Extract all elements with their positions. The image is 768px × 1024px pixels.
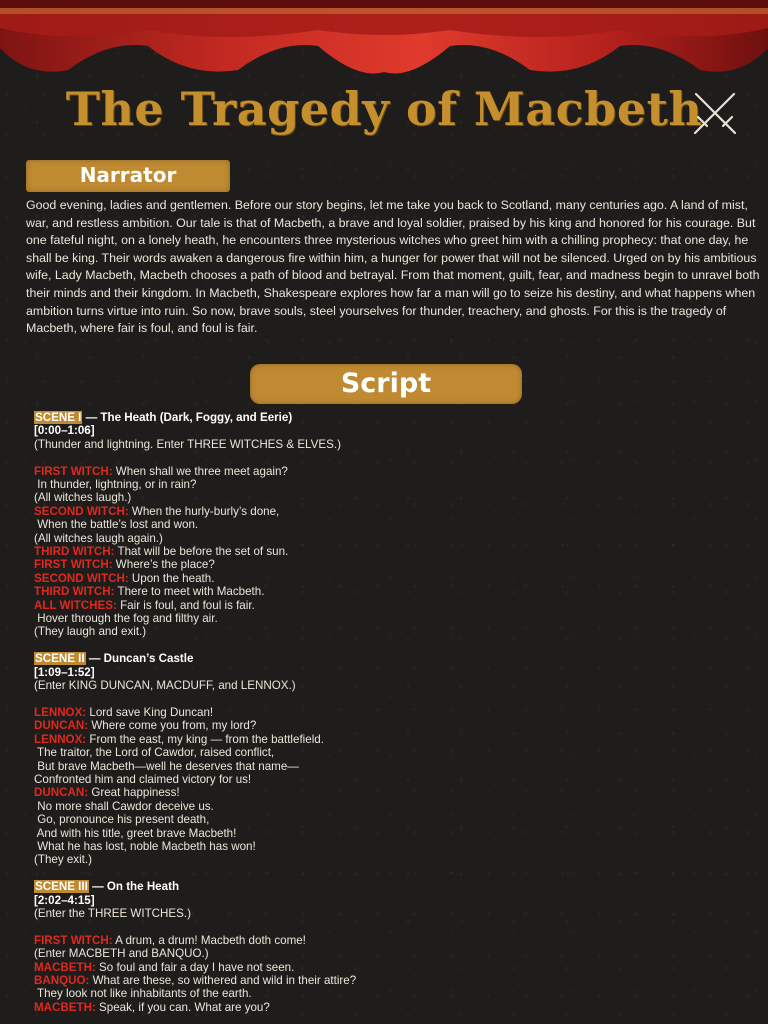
- page-title: The Tragedy of Macbeth: [65, 82, 703, 136]
- dialogue-line: [34, 800, 754, 813]
- dialogue-text: But brave Macbeth—well he deserves that name—: [34, 759, 299, 773]
- dialogue-line: [34, 478, 754, 491]
- spacer: [34, 639, 754, 652]
- dialogue-text: There to meet with Macbeth.: [114, 585, 265, 599]
- dialogue-text: Great happiness!: [88, 786, 180, 800]
- dialogue-text: Hover through the fog and filthy air.: [34, 612, 218, 626]
- dialogue-text: A drum, a drum! Macbeth doth come!: [112, 933, 306, 947]
- speaker-name: SECOND WITCH:: [34, 504, 129, 518]
- spacer: [34, 867, 754, 880]
- dialogue-text: Where’s the place?: [112, 558, 215, 572]
- dialogue-line: [34, 465, 754, 478]
- dialogue-line: [34, 947, 754, 960]
- spacer: [34, 451, 754, 464]
- speaker-name: THIRD WITCH:: [34, 545, 115, 559]
- dialogue-line: [34, 719, 754, 732]
- speaker-name: LENNOX:: [34, 705, 87, 719]
- dialogue-text: Upon the heath.: [128, 571, 215, 585]
- speaker-name: DUNCAN:: [34, 719, 89, 733]
- speaker-name: MACBETH:: [34, 1000, 96, 1014]
- scene-time: [0:00–1:06]: [34, 424, 95, 438]
- dialogue-line: [34, 532, 754, 545]
- spacer: [34, 920, 754, 933]
- dialogue-text: What are these, so withered and wild in their attire?: [89, 973, 357, 987]
- dialogue-line: [34, 625, 754, 638]
- dialogue-text: No more shall Cawdor deceive us.: [34, 799, 214, 813]
- dialogue-text: They look not like inhabitants of the earth.: [34, 987, 252, 1001]
- dialogue-line: [34, 572, 754, 585]
- dialogue-line: [34, 934, 754, 947]
- scene-title: — The Heath (Dark, Foggy, and Eerie): [82, 411, 293, 424]
- dialogue-text: The traitor, the Lord of Cawdor, raised conflict,: [34, 746, 275, 760]
- dialogue-line: [34, 585, 754, 598]
- stage-direction: (Enter the THREE WITCHES.): [34, 906, 191, 920]
- dialogue-line: [34, 987, 754, 1000]
- dialogue-text: (Enter MACBETH and BANQUO.): [34, 947, 209, 961]
- speaker-name: BANQUO:: [34, 973, 90, 987]
- speaker-name: FIRST WITCH:: [34, 464, 113, 478]
- stage-curtain: [0, 0, 768, 80]
- speaker-name: THIRD WITCH:: [34, 585, 115, 599]
- dialogue-text: (All witches laugh.): [34, 491, 132, 505]
- stage-direction: (Thunder and lightning. Enter THREE WITCHES & ELVES.): [34, 437, 341, 451]
- dialogue-text: So foul and fair a day I have not seen.: [95, 960, 295, 974]
- scene-heading: [34, 411, 754, 424]
- dialogue-line: [34, 760, 754, 773]
- crossed-swords-icon: [690, 90, 740, 136]
- dialogue-line: [34, 706, 754, 719]
- speaker-name: ALL WITCHES:: [34, 598, 117, 612]
- dialogue-text: That will be before the set of sun.: [114, 545, 289, 559]
- dialogue-line: [34, 1001, 754, 1014]
- speaker-name: DUNCAN:: [34, 786, 89, 800]
- dialogue-line: [34, 853, 754, 866]
- script-body: [34, 411, 754, 1014]
- dialogue-line: [34, 518, 754, 531]
- scene-heading: [34, 652, 754, 665]
- dialogue-line: [34, 599, 754, 612]
- dialogue-line: [34, 813, 754, 826]
- dialogue-text: (They laugh and exit.): [34, 625, 147, 639]
- scene-time: [2:02–4:15]: [34, 893, 95, 907]
- dialogue-text: (They exit.): [34, 853, 92, 867]
- dialogue-text: Go, pronounce his present death,: [34, 813, 210, 827]
- narration-text: Good evening, ladies and gentlemen. Before our story begins, let me take you back to Scotland, many centuries ago. A land of mist, war, and restless ambition. Our tale is that of Macbeth, a brave and loyal soldier, praised by his king and honored for his courage. But one fateful night, on a lonely heath, he encounters three mysterious witches who greet him with a chilling prophecy: that one day, he shall be king. Their words awaken a dangerous fire within him, a hunger for power that will not be silenced. Urged on by his ambitious wife, Lady Macbeth, Macbeth chooses a path of blood and betrayal. From that moment, guilt, fear, and madness begin to unravel both their minds and their kingdom. In Macbeth, Shakespeare explores how far a man will go to seize his destiny, and what happens when ambition turns virtue into ruin. So now, brave souls, steel yourselves for thunder, treachery, and ghosts. For this is the tragedy of Macbeth, where fair is foul, and foul is fair.: [26, 198, 760, 336]
- dialogue-line: [34, 612, 754, 625]
- dialogue-line: [34, 558, 754, 571]
- stage-direction: (Enter KING DUNCAN, MACDUFF, and LENNOX.): [34, 679, 296, 693]
- dialogue-line: [34, 733, 754, 746]
- scene-title: — Duncan’s Castle: [85, 652, 194, 666]
- dialogue-text: From the east, my king — from the battlefield.: [86, 732, 324, 746]
- dialogue-text: Fair is foul, and foul is fair.: [116, 598, 255, 612]
- speaker-name: FIRST WITCH:: [34, 558, 113, 572]
- dialogue-line: [34, 840, 754, 853]
- dialogue-text: When the battle’s lost and won.: [34, 518, 199, 532]
- dialogue-line: [34, 786, 754, 799]
- speaker-name: MACBETH:: [34, 960, 96, 974]
- dialogue-line: [34, 961, 754, 974]
- scene-title: — On the Heath: [88, 880, 180, 894]
- dialogue-text: Speak, if you can. What are you?: [95, 1000, 270, 1014]
- dialogue-text: Confronted him and claimed victory for us!: [34, 772, 252, 786]
- dialogue-text: And with his title, greet brave Macbeth!: [34, 826, 237, 840]
- dialogue-text: In thunder, lightning, or in rain?: [34, 478, 197, 492]
- dialogue-text: When shall we three meet again?: [112, 464, 288, 478]
- dialogue-text: (All witches laugh again.): [34, 531, 163, 545]
- script-heading: Script: [250, 364, 522, 404]
- scene-tag: SCENE III: [35, 880, 88, 894]
- dialogue-text: Lord save King Duncan!: [86, 705, 214, 719]
- dialogue-line: [34, 505, 754, 518]
- dialogue-line: [34, 491, 754, 504]
- dialogue-line: [34, 746, 754, 759]
- dialogue-line: [34, 545, 754, 558]
- scene-time: [1:09–1:52]: [34, 665, 95, 679]
- speaker-name: FIRST WITCH:: [34, 933, 113, 947]
- dialogue-line: [34, 974, 754, 987]
- dialogue-line: [34, 773, 754, 786]
- speaker-name: SECOND WITCH:: [34, 571, 129, 585]
- spacer: [34, 693, 754, 706]
- dialogue-text: What he has lost, noble Macbeth has won!: [34, 839, 256, 853]
- dialogue-line: [34, 827, 754, 840]
- speaker-name: LENNOX:: [34, 732, 87, 746]
- narrator-heading: Narrator: [26, 160, 230, 192]
- dialogue-text: When the hurly-burly’s done,: [128, 504, 280, 518]
- scene-tag: SCENE II: [35, 652, 85, 666]
- dialogue-text: Where come you from, my lord?: [88, 719, 257, 733]
- scene-tag: SCENE I: [35, 411, 82, 424]
- scene-heading: [34, 880, 754, 893]
